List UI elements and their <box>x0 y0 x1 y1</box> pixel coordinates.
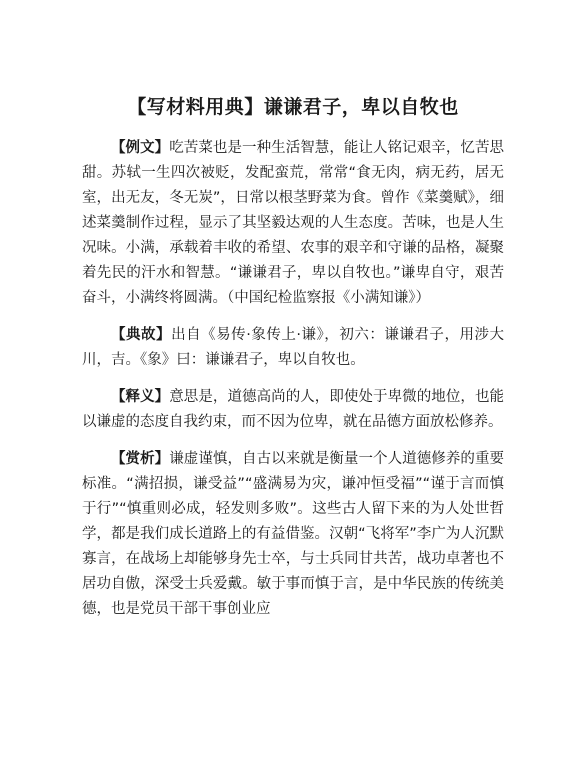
text-meaning: 意思是，道德高尚的人，即使处于卑微的地位，也能以谦虚的态度自我约束，而不因为位卑，就在品德方面放松修养。 <box>82 389 505 430</box>
text-allusion: 出自《易传·象传上·谦》，初六：谦谦君子，用涉大川，吉。《象》曰：谦谦君子，卑以自牧也。 <box>82 327 505 368</box>
label-meaning: 【释义】 <box>111 389 170 405</box>
label-allusion: 【典故】 <box>111 327 172 343</box>
paragraph-example <box>82 136 504 311</box>
paragraph-meaning <box>82 385 504 435</box>
text-example: 吃苦菜也是一种生活智慧，能让人铭记艰辛，忆苦思甜。苏轼一生四次被贬，发配蛮荒，常常“食无肉，病无药，居无室，出无友，冬无炭”，日常以根茎野菜为食。曾作《菜羹赋》，细述菜羹制作过程，显示了其坚毅达观的人生态度。苦味，也是人生况味。小满，承载着丰收的希望、农事的艰辛和守谦的品格，凝聚着先民的汗水和智慧。“谦谦君子，卑以自牧也。”谦卑自守，艰苦奋斗，小满终将圆满。（中国纪检监察报《小满知谦》） <box>82 140 505 306</box>
text-appreciation: 谦虚谨慎，自古以来就是衡量一个人道德修养的重要标准。“满招损，谦受益”“盛满易为灾，谦冲恒受福”“谨于言而慎于行”“慎重则必成，轻发则多败”。这些古人留下来的为人处世哲学，都是我们成长道路上的有益借鉴。汉朝“飞将军”李广为人沉默寡言，在战场上却能够身先士卒，与士兵同甘共苦，战功卓著也不居功自傲，深受士兵爱戴。敏于事而慎于言，是中华民族的传统美德，也是党员干部干事创业应 <box>82 451 505 617</box>
label-example: 【例文】 <box>111 140 170 156</box>
paragraph-appreciation <box>82 447 504 622</box>
label-appreciation: 【赏析】 <box>111 451 170 467</box>
document-title: 【写材料用典】谦谦君子，卑以自牧也 <box>127 96 459 118</box>
paragraph-allusion <box>82 323 504 373</box>
